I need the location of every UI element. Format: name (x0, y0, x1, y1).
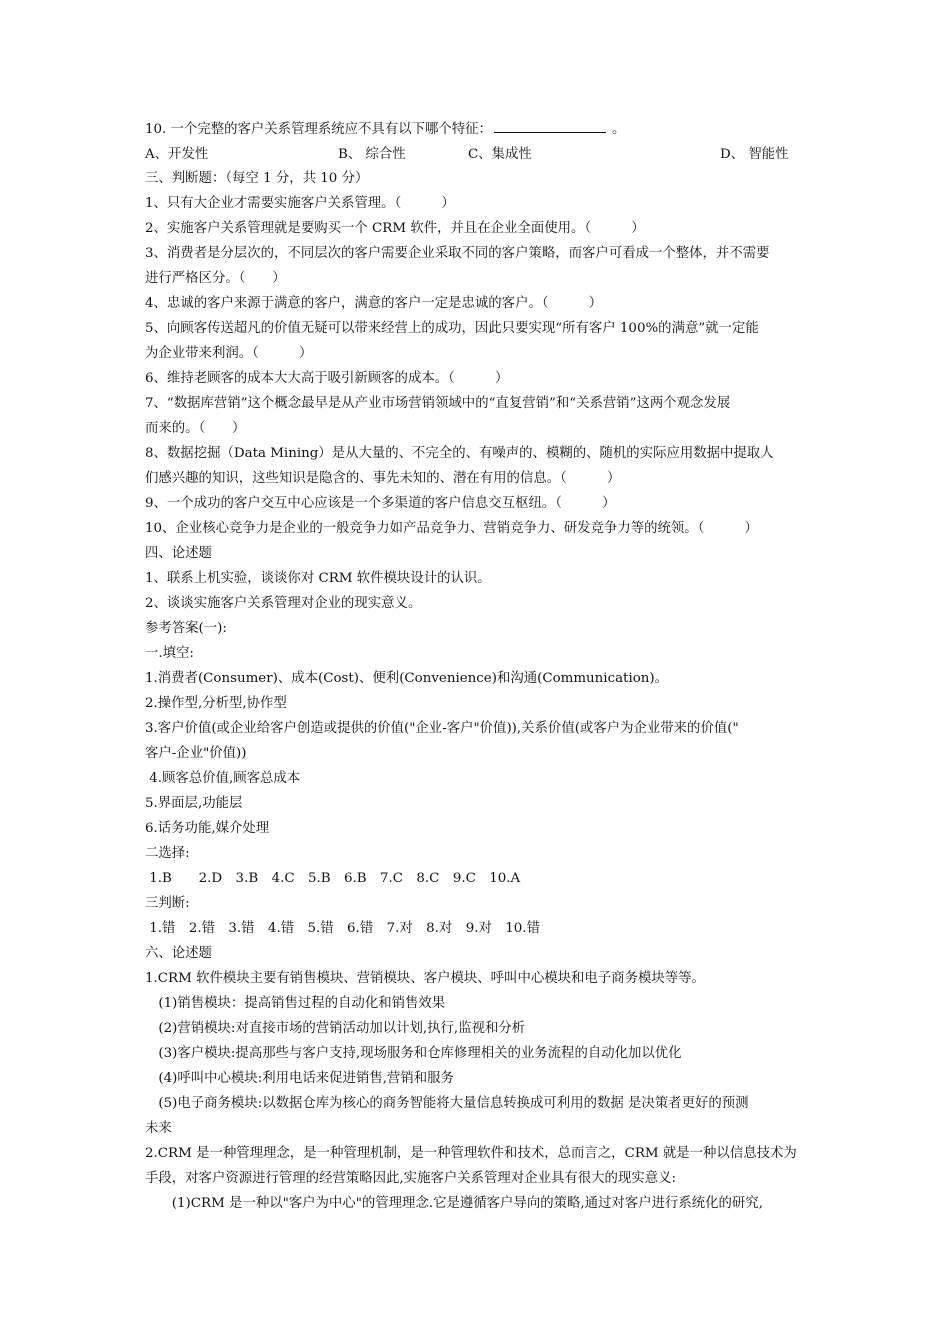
choice-answers: 1.B 2.D 3.B 4.C 5.B 6.B 7.C 8.C 9.C 10.A (145, 871, 521, 886)
essay-answer-line: 1.CRM 软件模块主要有销售模块、营销模块、客户模块、呼叫中心模块和电子商务模块等等。 (145, 971, 705, 986)
option-d: D、 智能性 (720, 147, 789, 162)
choice-title: 二选择: (145, 846, 190, 861)
tf-line: 9、一个成功的客户交互中心应该是一个多渠道的客户信息交互枢纽。（ ） (145, 496, 616, 511)
fill-answer: 4.顾客总价值,顾客总成本 (145, 771, 301, 786)
question-10-end: 。 (611, 122, 626, 137)
essay-answer-line: 未来 (145, 1121, 172, 1136)
option-a: A、开发性 (145, 147, 209, 162)
tf-line: 7、“数据库营销”这个概念最早是从产业市场营销领域中的“直复营销”和“关系营销”这两个观念发展 (145, 396, 731, 411)
essay-answers-title: 六、论述题 (145, 946, 212, 961)
fill-answer: 3.客户价值(或企业给客户创造或提供的价值("企业-客户"价值)),关系价值(或客户为企业带来的价值(" (145, 721, 739, 736)
tf-line: 10、企业核心竞争力是企业的一般竞争力如产品竞争力、营销竞争力、研发竞争力等的统领。（ ） (145, 521, 758, 536)
tf-line: 3、消费者是分层次的，不同层次的客户需要企业采取不同的客户策略，而客户可看成一个整体，并不需要 (145, 246, 770, 261)
tf-line: 为企业带来利润。（ ） (145, 346, 313, 361)
tf-line: 们感兴趣的知识，这些知识是隐含的、事先未知的、潜在有用的信息。（ ） (145, 471, 621, 486)
essay-answer-line: (5)电子商务模块:以数据仓库为核心的商务智能将大量信息转换成可利用的数据 是决策者更好的预测 (145, 1096, 749, 1111)
essay-answer-line: 手段，对客户资源进行管理的经营策略因此,实施客户关系管理对企业具有很大的现实意义: (145, 1171, 676, 1186)
essay-question: 2、谈谈实施客户关系管理对企业的现实意义。 (145, 596, 422, 611)
fill-title: 一.填空: (145, 646, 194, 661)
fill-answer: 客户-企业"价值)) (145, 746, 247, 761)
question-10 (145, 120, 625, 139)
essay-answer-line: (3)客户模块:提高那些与客户支持,现场服务和仓库修理相关的业务流程的自动化加以优化 (145, 1046, 682, 1061)
judge-title: 三判断: (145, 896, 190, 911)
section-3-title: 三、判断题：（每空 1 分，共 10 分） (145, 171, 369, 186)
tf-line: 4、忠诚的客户来源于满意的客户，满意的客户一定是忠诚的客户。（ ） (145, 296, 603, 311)
fill-answer: 5.界面层,功能层 (145, 796, 243, 811)
section-4-title: 四、论述题 (145, 546, 212, 561)
essay-answer-line: 2.CRM 是一种管理理念，是一种管理机制，是一种管理软件和技术，总而言之，CRM 就是一种以信息技术为 (145, 1146, 797, 1161)
option-b: B、 综合性 (338, 147, 406, 162)
essay-answer-line: (4)呼叫中心模块:利用电话来促进销售,营销和服务 (145, 1071, 454, 1086)
tf-line: 进行严格区分。（ ） (145, 271, 286, 286)
tf-line: 8、数据挖掘（Data Mining）是从大量的、不完全的、有噪声的、模糊的、随机的实际应用数据中提取人 (145, 446, 774, 461)
fill-answer: 1.消费者(Consumer)、成本(Cost)、便利(Convenience)和沟通(Communication)。 (145, 671, 669, 686)
answers-title: 参考答案(一): (145, 621, 227, 636)
tf-line: 6、维持老顾客的成本大大高于吸引新顾客的成本。（ ） (145, 371, 509, 386)
essay-answer-line: (1)CRM 是一种以"客户为中心"的管理理念.它是遵循客户导向的策略,通过对客户进行系统化的研究, (145, 1196, 763, 1211)
tf-line: 2、实施客户关系管理就是要购买一个 CRM 软件，并且在企业全面使用。（ ） (145, 221, 645, 236)
question-10-stem: 10. 一个完整的客户关系管理系统应不具有以下哪个特征： (145, 122, 492, 137)
fill-answer: 6.话务功能,媒介处理 (145, 821, 270, 836)
essay-question: 1、联系上机实验，谈谈你对 CRM 软件模块设计的认识。 (145, 571, 491, 586)
judge-answers: 1.错 2.错 3.错 4.错 5.错 6.错 7.对 8.对 9.对 10.错 (145, 921, 540, 936)
tf-line: 而来的。（ ） (145, 421, 246, 436)
tf-line: 5、向顾客传送超凡的价值无疑可以带来经营上的成功，因此只要实现“所有客户 100%的满意”就一定能 (145, 321, 759, 336)
essay-answer-line: (1)销售模块：提高销售过程的自动化和销售效果 (145, 996, 446, 1011)
essay-answer-line: (2)营销模块:对直接市场的营销活动加以计划,执行,监视和分析 (145, 1021, 526, 1036)
answer-blank (494, 120, 606, 133)
fill-answer: 2.操作型,分析型,协作型 (145, 696, 287, 711)
option-c: C、集成性 (468, 147, 532, 162)
tf-line: 1、只有大企业才需要实施客户关系管理。（ ） (145, 196, 455, 211)
